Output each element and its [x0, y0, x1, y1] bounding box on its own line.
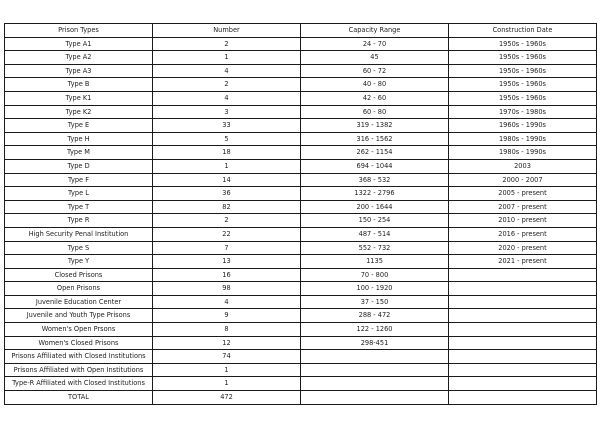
table-row [5, 214, 597, 228]
construction-date-cell [449, 377, 597, 391]
number-cell: 1 [153, 51, 301, 65]
prison-types-table [4, 23, 597, 405]
table-row [5, 255, 597, 269]
table-row [5, 146, 597, 160]
capacity-range-cell: 60 - 72 [301, 64, 449, 78]
table-row [5, 187, 597, 201]
capacity-range-cell: 200 - 1644 [301, 200, 449, 214]
header-construction-date: Construction Date [449, 24, 597, 38]
construction-date-cell [449, 391, 597, 405]
capacity-range-cell: 42 - 60 [301, 91, 449, 105]
number-cell: 33 [153, 119, 301, 133]
construction-date-cell: 1970s - 1980s [449, 105, 597, 119]
capacity-range-cell: 319 - 1382 [301, 119, 449, 133]
number-cell: 36 [153, 187, 301, 201]
number-cell: 14 [153, 173, 301, 187]
capacity-range-cell: 1322 - 2796 [301, 187, 449, 201]
table-row [5, 37, 597, 51]
construction-date-cell: 1980s - 1990s [449, 132, 597, 146]
prison-type-cell: Women's Closed Prisons [5, 336, 153, 350]
construction-date-cell: 1950s - 1960s [449, 37, 597, 51]
number-cell: 98 [153, 282, 301, 296]
prison-type-cell: Type A2 [5, 51, 153, 65]
prison-type-cell: Type R [5, 214, 153, 228]
table-row [5, 159, 597, 173]
prison-type-cell: Type L [5, 187, 153, 201]
construction-date-cell [449, 363, 597, 377]
table-body [5, 37, 597, 404]
table-row [5, 377, 597, 391]
prison-type-cell: Type M [5, 146, 153, 160]
prison-type-cell: Type S [5, 241, 153, 255]
number-cell: 9 [153, 309, 301, 323]
capacity-range-cell: 37 - 150 [301, 295, 449, 309]
number-cell: 22 [153, 227, 301, 241]
table-row [5, 105, 597, 119]
construction-date-cell: 2005 - present [449, 187, 597, 201]
prison-type-cell: Type A3 [5, 64, 153, 78]
table-row [5, 227, 597, 241]
capacity-range-cell: 1135 [301, 255, 449, 269]
construction-date-cell: 1950s - 1960s [449, 64, 597, 78]
construction-date-cell [449, 309, 597, 323]
construction-date-cell: 2003 [449, 159, 597, 173]
number-cell: 12 [153, 336, 301, 350]
prison-type-cell: Type E [5, 119, 153, 133]
number-cell: 4 [153, 295, 301, 309]
construction-date-cell: 2021 - present [449, 255, 597, 269]
table-row [5, 173, 597, 187]
number-cell: 4 [153, 64, 301, 78]
capacity-range-cell [301, 363, 449, 377]
capacity-range-cell: 487 - 514 [301, 227, 449, 241]
capacity-range-cell [301, 377, 449, 391]
prison-type-cell: Type F [5, 173, 153, 187]
construction-date-cell: 2020 - present [449, 241, 597, 255]
number-cell: 3 [153, 105, 301, 119]
number-cell: 2 [153, 78, 301, 92]
construction-date-cell [449, 336, 597, 350]
capacity-range-cell: 100 - 1920 [301, 282, 449, 296]
table-row [5, 391, 597, 405]
table-row [5, 132, 597, 146]
number-cell: 8 [153, 323, 301, 337]
table-row [5, 64, 597, 78]
prison-type-cell: Type A1 [5, 37, 153, 51]
construction-date-cell [449, 350, 597, 364]
capacity-range-cell: 150 - 254 [301, 214, 449, 228]
prison-type-cell: Type H [5, 132, 153, 146]
number-cell: 16 [153, 268, 301, 282]
construction-date-cell: 1950s - 1960s [449, 78, 597, 92]
prison-type-cell: Type K1 [5, 91, 153, 105]
header-capacity-range: Capacity Range [301, 24, 449, 38]
number-cell: 4 [153, 91, 301, 105]
prison-type-cell: Prisons Affiliated with Closed Institutions [5, 350, 153, 364]
capacity-range-cell: 122 - 1260 [301, 323, 449, 337]
prison-type-cell: Women's Open Prsons [5, 323, 153, 337]
number-cell: 5 [153, 132, 301, 146]
capacity-range-cell: 368 - 532 [301, 173, 449, 187]
construction-date-cell: 2016 - present [449, 227, 597, 241]
prison-type-cell: Closed Prisons [5, 268, 153, 282]
prison-type-cell: Prisons Affiliated with Open Institutions [5, 363, 153, 377]
capacity-range-cell: 316 - 1562 [301, 132, 449, 146]
capacity-range-cell: 694 - 1044 [301, 159, 449, 173]
capacity-range-cell: 40 - 80 [301, 78, 449, 92]
prison-type-cell: Type K2 [5, 105, 153, 119]
prison-type-cell: Type Y [5, 255, 153, 269]
table-row [5, 363, 597, 377]
number-cell: 1 [153, 363, 301, 377]
prison-types-table-container [4, 23, 596, 405]
table-row [5, 336, 597, 350]
number-cell: 1 [153, 377, 301, 391]
prison-type-cell: Type T [5, 200, 153, 214]
number-cell: 7 [153, 241, 301, 255]
number-cell: 18 [153, 146, 301, 160]
capacity-range-cell: 262 - 1154 [301, 146, 449, 160]
prison-type-cell: Type-R Affiliated with Closed Institutions [5, 377, 153, 391]
capacity-range-cell: 70 - 800 [301, 268, 449, 282]
capacity-range-cell: 60 - 80 [301, 105, 449, 119]
number-cell: 2 [153, 37, 301, 51]
table-row [5, 268, 597, 282]
table-row [5, 119, 597, 133]
construction-date-cell: 2007 - present [449, 200, 597, 214]
construction-date-cell: 1960s - 1990s [449, 119, 597, 133]
number-cell: 82 [153, 200, 301, 214]
construction-date-cell: 1950s - 1960s [449, 51, 597, 65]
table-header-row [5, 24, 597, 38]
construction-date-cell [449, 268, 597, 282]
table-row [5, 241, 597, 255]
table-row [5, 309, 597, 323]
capacity-range-cell: 552 - 732 [301, 241, 449, 255]
construction-date-cell [449, 282, 597, 296]
table-row [5, 200, 597, 214]
prison-type-cell: High Security Penal Institution [5, 227, 153, 241]
table-row [5, 78, 597, 92]
number-cell: 2 [153, 214, 301, 228]
capacity-range-cell: 288 - 472 [301, 309, 449, 323]
prison-type-cell: Open Prisons [5, 282, 153, 296]
construction-date-cell [449, 295, 597, 309]
number-cell: 13 [153, 255, 301, 269]
number-cell: 472 [153, 391, 301, 405]
number-cell: 74 [153, 350, 301, 364]
prison-type-cell: Juvenile Education Center [5, 295, 153, 309]
capacity-range-cell: 45 [301, 51, 449, 65]
capacity-range-cell: 24 - 70 [301, 37, 449, 51]
construction-date-cell: 1980s - 1990s [449, 146, 597, 160]
capacity-range-cell: 298-451 [301, 336, 449, 350]
table-row [5, 350, 597, 364]
table-row [5, 282, 597, 296]
construction-date-cell: 1950s - 1960s [449, 91, 597, 105]
construction-date-cell: 2010 - present [449, 214, 597, 228]
table-row [5, 295, 597, 309]
table-row [5, 91, 597, 105]
number-cell: 1 [153, 159, 301, 173]
table-row [5, 51, 597, 65]
capacity-range-cell [301, 391, 449, 405]
prison-type-cell: Type B [5, 78, 153, 92]
construction-date-cell: 2000 - 2007 [449, 173, 597, 187]
construction-date-cell [449, 323, 597, 337]
prison-type-cell: TOTAL [5, 391, 153, 405]
prison-type-cell: Type D [5, 159, 153, 173]
capacity-range-cell [301, 350, 449, 364]
table-row [5, 323, 597, 337]
header-prison-types: Prison Types [5, 24, 153, 38]
header-number: Number [153, 24, 301, 38]
prison-type-cell: Juvenile and Youth Type Prisons [5, 309, 153, 323]
